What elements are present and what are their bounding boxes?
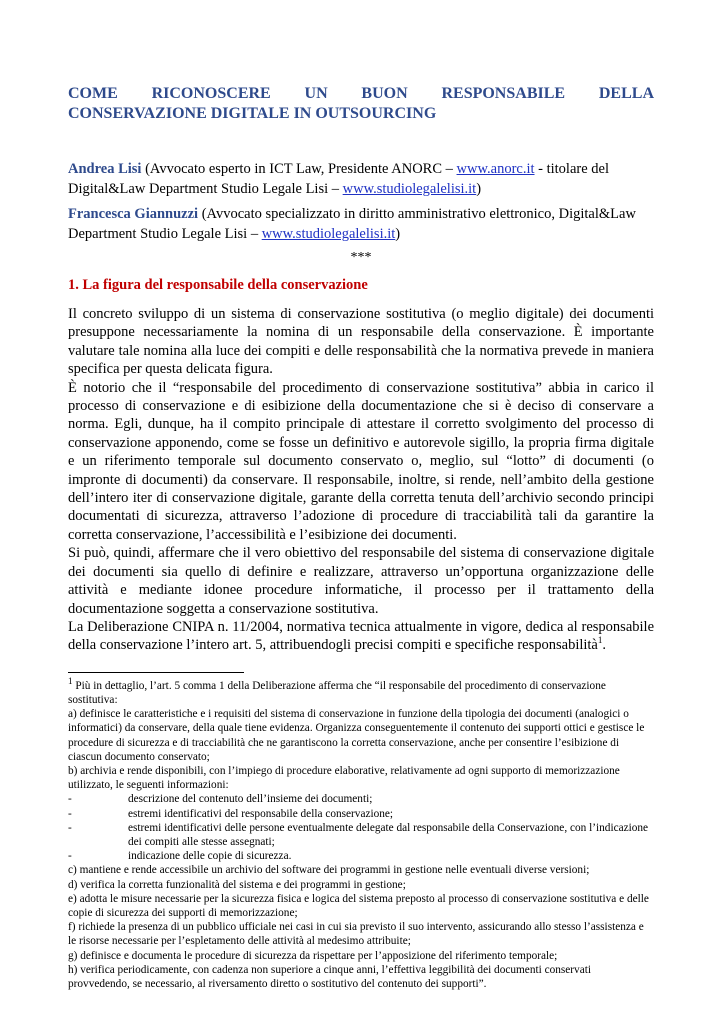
subitem-text: estremi identificativi delle persone eventualmente delegate dal responsabile della Conservazione, con l’indicazione dei compiti alle stesse assegnati; <box>128 821 649 848</box>
author-name: Andrea Lisi <box>68 161 142 177</box>
footnote-subitem <box>68 821 654 849</box>
footnote-reference[interactable]: 1 <box>597 635 603 646</box>
studio-link[interactable]: www.studiolegalelisi.it <box>342 181 477 197</box>
footnote-divider <box>68 672 244 673</box>
document-title <box>68 84 654 124</box>
paragraph-1: Il concreto sviluppo di un sistema di conservazione sostitutiva (o meglio digitale) dei documenti presuppone necessariamente la nomina di un responsabile della conservazione. È importante valutare tale nomina alla luce dei compiti e delle responsabilità che la normativa prevede in maniera specifica per questa delicata figura. <box>68 306 654 378</box>
footnote-item-c: c) mantiene e rende accessibile un archivio del software dei programmi in gestione nelle eventuali diverse versioni; <box>68 864 590 877</box>
footnote-item-f: f) richiede la presenza di un pubblico ufficiale nei casi in cui sia previsto il suo intervento, assicurando allo stesso l’assistenza e le risorse necessarie per l’espletamento delle attività al medesimo attribuite; <box>68 921 644 948</box>
footnote-intro-text: Più in dettaglio, l’art. 5 comma 1 della Deliberazione afferma che “il responsabile del procedimento di conservazione sostitutiva: <box>68 679 606 706</box>
title-line-1: COME RICONOSCERE UN BUON RESPONSABILE DELLA <box>68 85 654 102</box>
footnote-item-b: b) archivia e rende disponibili, con l’impiego di procedure elaborative, relativamente ad ogni supporto di memorizzazione utilizzato, le seguenti informazioni: <box>68 764 620 792</box>
footnote <box>68 675 654 991</box>
footnote-item-e: e) adotta le misure necessarie per la sicurezza fisica e logica del sistema preposto al processo di conservazione sostitutiva e delle copie di sicurezza dei supporti di memorizzazione; <box>68 892 649 919</box>
author-affiliation-end: ) <box>395 226 401 242</box>
dash-marker: - <box>68 793 72 806</box>
anorc-link[interactable]: www.anorc.it <box>456 161 535 177</box>
authors-block <box>68 159 654 244</box>
studio-link[interactable]: www.studiolegalelisi.it <box>261 226 396 242</box>
author-affiliation: (Avvocato specializzato in diritto amministrativo elettronico, Digital&Law Department Studio Legale Lisi – <box>68 206 636 242</box>
subitem-text: indicazione delle copie di sicurezza. <box>128 850 292 863</box>
footnote-subitem <box>68 807 654 821</box>
author-affiliation-end: ) <box>476 181 482 197</box>
dash-marker: - <box>68 821 72 834</box>
document-page <box>68 84 654 991</box>
section-body <box>68 305 654 655</box>
dash-marker: - <box>68 807 72 820</box>
footnote-intro <box>68 675 654 707</box>
paragraph-4-end: . <box>602 637 606 654</box>
author-entry-lisi <box>68 159 654 199</box>
author-name: Francesca Giannuzzi <box>68 206 199 222</box>
footnote-marker: 1 <box>68 675 73 686</box>
paragraph-4-text: La Deliberazione CNIPA n. 11/2004, normativa tecnica attualmente in vigore, dedica al responsabile della conservazione l’intero art. 5, attribuendogli precisi compiti e specifiche responsabilità <box>68 618 654 654</box>
section-separator: *** <box>350 250 372 265</box>
footnote-item-a: a) definisce le caratteristiche e i requisiti del sistema di conservazione in funzione della tipologia dei documenti (analogici o informatici) da conservare, della quale tiene evidenza. Organizza conseguentemente il contenuto dei supporti ottici e gestisce le procedure di sicurezza e di tracciabilità che ne garantiscono la corretta conservazione, anche per consentire l’esibizione di ciascun documento conservato; <box>68 708 645 763</box>
subitem-text: descrizione del contenuto dell’insieme dei documenti; <box>128 793 373 806</box>
subitem-text: estremi identificativi del responsabile della conservazione; <box>128 807 394 820</box>
author-entry-giannuzzi <box>68 204 654 244</box>
footnote-item-h: h) verifica periodicamente, con cadenza non superiore a cinque anni, l’effettiva leggibilità dei documenti conservati provvedendo, se necessario, al riversamento diretto o sostitutivo del contenuto dei supporti”. <box>68 963 591 990</box>
footnote-subitem <box>68 849 654 863</box>
footnote-item-d: d) verifica la corretta funzionalità del sistema e dei programmi in gestione; <box>68 878 406 891</box>
paragraph-3: Si può, quindi, affermare che il vero obiettivo del responsabile del sistema di conservazione digitale dei documenti sia quello di definire e realizzare, attraverso un’opportuna organizzazione delle attività e mediante idonee procedure informatiche, il processo per il trattamento della documentazione soggetta a conservazione sostitutiva. <box>68 545 654 617</box>
footnote-subitem <box>68 792 654 806</box>
dash-marker: - <box>68 850 72 863</box>
author-affiliation: (Avvocato esperto in ICT Law, Presidente ANORC – <box>141 161 457 177</box>
author-affiliation-cont: - titolare del Digital&Law Department Studio Legale Lisi – <box>68 161 609 197</box>
paragraph-4 <box>68 618 654 655</box>
paragraph-2: È notorio che il “responsabile del procedimento di conservazione sostitutiva” abbia in carico il processo di conservazione e di esibizione della documentazione che si è deciso di conservare a norma. Egli, dunque, ha il compito principale di attestare il corretto svolgimento del processo di conservazione apponendo, come se fosse un definitivo e autorevole sigillo, la propria firma digitale e un riferimento temporale sul documento conservato o, meglio, sul “lotto” di documenti (o impronte di documenti) da conservare. Il responsabile, inoltre, si rende, nell’ambito della gestione dell’intero iter di conservazione digitale, garante della corretta tenuta dell’archivio secondo principi documentati di sicurezza, attraverso l’adozione di procedure di tracciabilità tali da garantire la corretta conservazione, l’accessibilità e l’esibizione dei documenti. <box>68 379 654 543</box>
footnote-item-g: g) definisce e documenta le procedure di sicurezza da rispettare per l’apposizione del riferimento temporale; <box>68 949 558 962</box>
section-heading: 1. La figura del responsabile della conservazione <box>68 277 368 293</box>
title-line-2: CONSERVAZIONE DIGITALE IN OUTSOURCING <box>68 105 437 122</box>
